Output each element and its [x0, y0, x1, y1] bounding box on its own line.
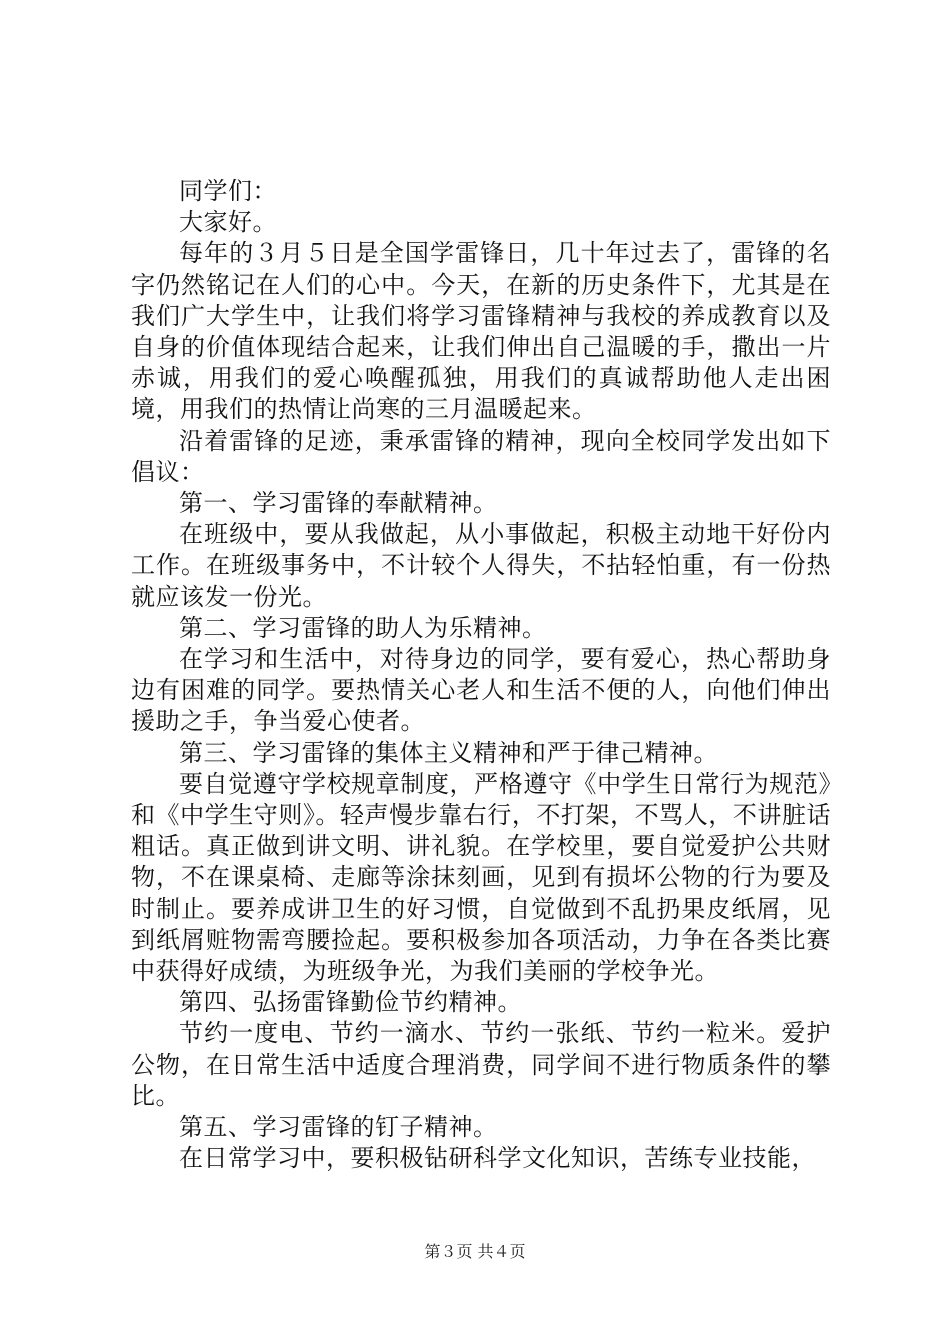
paragraph-point-1: 在班级中，要从我做起，从小事做起，积极主动地干好份内工作。在班级事务中，不计较个人得失，不拈轻怕重，有一份热就应该发一份光。 [131, 520, 831, 611]
paragraph-intro: 每年的３月５日是全国学雷锋日，几十年过去了，雷锋的名字仍然铭记在人们的心中。今天，在新的历史条件下，尤其是在我们广大学生中，让我们将学习雷锋精神与我校的养成教育以及自身的价值体现结合起来，让我们伸出自己温暖的手，撒出一片赤诚，用我们的爱心唤醒孤独，用我们的真诚帮助他人走出困境，用我们的热情让尚寒的三月温暖起来。 [131, 239, 831, 424]
heading-point-3: 第三、学习雷锋的集体主义精神和严于律己精神。 [179, 738, 718, 767]
paragraph-point-3: 要自觉遵守学校规章制度，严格遵守《中学生日常行为规范》和《中学生守则》。轻声慢步靠右行，不打架，不骂人，不讲脏话粗话。真正做到讲文明、讲礼貌。在学校里，要自觉爱护公共财物，不在课桌椅、走廊等涂抹刻画，见到有损坏公物的行为要及时制止。要养成讲卫生的好习惯，自觉做到不乱扔果皮纸屑，见到纸屑赃物需弯腰捡起。要积极参加各项活动，力争在各类比赛中获得好成绩，为班级争光，为我们美丽的学校争光。 [131, 769, 831, 986]
paragraph-proposal: 沿着雷锋的足迹，秉承雷锋的精神，现向全校同学发出如下倡议： [131, 426, 831, 486]
paragraph-point-4: 节约一度电、节约一滴水、节约一张纸、节约一粒米。爱护公物，在日常生活中适度合理消费，同学间不进行物质条件的攀比。 [131, 1019, 831, 1110]
heading-point-4: 第四、弘扬雷锋勤俭节约精神。 [179, 988, 522, 1017]
page-number-footer: 第３页 共４页 [424, 1242, 526, 1261]
heading-point-2: 第二、学习雷锋的助人为乐精神。 [179, 613, 547, 642]
greeting: 大家好。 [179, 208, 277, 237]
document-body [131, 176, 831, 1175]
salutation: 同学们： [179, 177, 277, 205]
heading-point-1: 第一、学习雷锋的奉献精神。 [179, 489, 498, 518]
paragraph-point-5: 在日常学习中，要积极钻研科学文化知识，苦练专业技能， [179, 1144, 816, 1173]
paragraph-point-2: 在学习和生活中，对待身边的同学，要有爱心，热心帮助身边有困难的同学。要热情关心老人和生活不便的人，向他们伸出援助之手，争当爱心使者。 [131, 645, 831, 736]
heading-point-5: 第五、学习雷锋的钉子精神。 [179, 1113, 498, 1142]
